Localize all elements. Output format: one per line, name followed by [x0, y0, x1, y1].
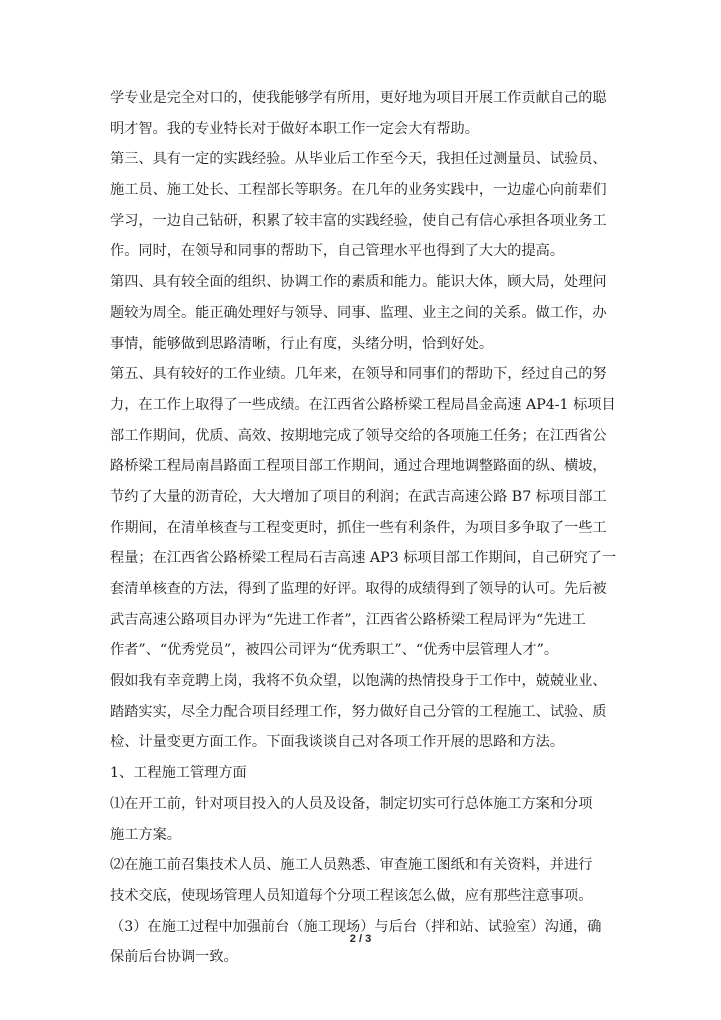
text-line: 技术交底，使现场管理人员知道每个分项工程该怎么做，应有那些注意事项。	[110, 887, 593, 904]
text-line: 套清单核查的方法，得到了监理的好评。取得的成绩得到了领导的认可。先后被	[110, 581, 607, 597]
text-line: 路桥梁工程局南昌路面工程项目部工作期间，通过合理地调整路面的纵、横坡，	[110, 458, 607, 475]
text-line: 节约了大量的沥青砼，大大增加了项目的利润；在武吉高速公路 B7 标项目部工	[110, 488, 607, 505]
page-indicator: 2 / 3	[349, 933, 372, 945]
text-line: （3）在施工过程中加强前台（施工现场）与后台（拌和站、试验室）沟通，确	[110, 918, 602, 935]
text-line: ⑴在开工前，针对项目投入的人员及设备，制定切实可行总体施工方案和分项	[110, 795, 593, 812]
text-line: 武吉高速公路项目办评为“先进工作者”，江西省公路桥梁工程局评为“先进工	[110, 611, 586, 628]
text-line: 作。同时，在领导和同事的帮助下，自己管理水平也得到了大大的提高。	[110, 243, 565, 260]
text-line: 第三、具有一定的实践经验。从毕业后工作至今天，我担任过测量员、试验员、	[110, 151, 607, 168]
text-line: 部工作期间，优质、高效、按期地完成了领导交给的各项施工任务；在江西省公	[110, 427, 607, 444]
text-line: 第五、具有较好的工作业绩。几年来，在领导和同事们的帮助下，经过自己的努	[110, 366, 607, 383]
text-line: 检、计量变更方面工作。下面我谈谈自己对各项工作开展的思路和方法。	[110, 734, 565, 751]
text-line: 保前后台协调一致。	[110, 949, 238, 966]
text-line: 踏踏实实，尽全力配合项目经理工作，努力做好自己分管的工程施工、试验、质	[110, 703, 607, 720]
text-line: 明才智。我的专业特长对于做好本职工作一定会大有帮助。	[110, 120, 479, 137]
section-heading: 1、工程施工管理方面	[110, 765, 247, 782]
text-line: 题较为周全。能正确处理好与领导、同事、监理、业主之间的关系。做工作，办	[110, 304, 607, 321]
text-line: 施工方案。	[110, 826, 181, 843]
text-line: 第四、具有较全面的组织、协调工作的素质和能力。能识大体，顾大局，处理问	[110, 274, 607, 291]
text-line: 事情，能够做到思路清晰，行止有度，头绪分明，恰到好处。	[110, 335, 494, 352]
document-body	[110, 83, 615, 973]
text-line: 学专业是完全对口的，使我能够学有所用，更好地为项目开展工作贡献自己的聪	[110, 90, 607, 106]
text-line: 力，在工作上取得了一些成绩。在江西省公路桥梁工程局昌金高速 AP4-1 标项目	[110, 396, 616, 413]
text-line: 作者”、“优秀党员”，被四公司评为“优秀职工”、“优秀中层管理人才”。	[110, 642, 559, 659]
text-line: ⑵在施工前召集技术人员、施工人员熟悉、审查施工图纸和有关资料，并进行	[110, 857, 593, 874]
text-line: 假如我有幸竞聘上岗，我将不负众望，以饱满的热情投身于工作中，兢兢业业、	[110, 673, 607, 690]
text-line: 学习，一边自己钻研，积累了较丰富的实践经验，使自己有信心承担各项业务工	[110, 212, 607, 229]
text-line: 施工员、施工处长、工程部长等职务。在几年的业务实践中，一边虚心向前辈们	[110, 182, 607, 199]
text-line: 程量；在江西省公路桥梁工程局石吉高速 AP3 标项目部工作期间，自己研究了一	[110, 550, 617, 567]
text-line: 作期间，在清单核查与工程变更时，抓住一些有利条件，为项目多争取了一些工	[110, 519, 607, 536]
